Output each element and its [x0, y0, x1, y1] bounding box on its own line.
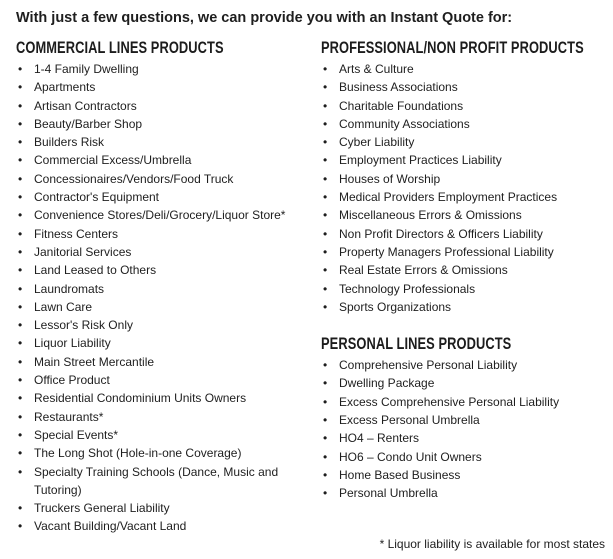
- list-item: • Houses of Worship: [321, 170, 606, 188]
- professional-section: [321, 38, 606, 316]
- list-item: • Home Based Business: [321, 466, 606, 484]
- list-item: • Fitness Centers: [16, 225, 306, 243]
- list-item: • Specialty Training Schools (Dance, Music and Tutoring): [16, 463, 306, 500]
- intro-text: With just a few questions, we can provide you with an Instant Quote for:: [16, 10, 513, 26]
- list-item: • Special Events*: [16, 426, 306, 444]
- list-item: • Truckers General Liability: [16, 499, 306, 517]
- list-item: • Excess Comprehensive Personal Liability: [321, 393, 606, 411]
- list-item: • The Long Shot (Hole-in-one Coverage): [16, 444, 306, 462]
- list-item: • Lawn Care: [16, 298, 306, 316]
- section-gap: [321, 316, 606, 334]
- list-item: • Land Leased to Others: [16, 261, 306, 279]
- right-column: [321, 38, 606, 503]
- list-item: • Commercial Excess/Umbrella: [16, 151, 306, 169]
- list-item: • Vacant Building/Vacant Land: [16, 517, 306, 535]
- list-item: • Medical Providers Employment Practices: [321, 188, 606, 206]
- list-item: • Miscellaneous Errors & Omissions: [321, 206, 606, 224]
- list-item: • Sports Organizations: [321, 298, 606, 316]
- list-item: • Business Associations: [321, 78, 606, 96]
- personal-lines-heading: PERSONAL LINES PRODUCTS: [321, 335, 512, 354]
- list-item: • Liquor Liability: [16, 334, 306, 352]
- list-item: • Restaurants*: [16, 408, 306, 426]
- list-item: • Real Estate Errors & Omissions: [321, 261, 606, 279]
- list-item: • Residential Condominium Units Owners: [16, 389, 306, 407]
- list-item: • Community Associations: [321, 115, 606, 133]
- personal-lines-section: [321, 334, 606, 502]
- list-item: • Technology Professionals: [321, 280, 606, 298]
- list-item: • HO4 – Renters: [321, 429, 606, 447]
- list-item: • Janitorial Services: [16, 243, 306, 261]
- list-item: • Apartments: [16, 78, 306, 96]
- list-item: • Property Managers Professional Liability: [321, 243, 606, 261]
- professional-heading: PROFESSIONAL/NON PROFIT PRODUCTS: [321, 39, 584, 57]
- list-item: • Main Street Mercantile: [16, 353, 306, 371]
- list-item: • Charitable Foundations: [321, 97, 606, 115]
- list-item: • Non Profit Directors & Officers Liability: [321, 225, 606, 243]
- footnote: * Liquor liability is available for most states: [379, 537, 605, 551]
- list-item: • Excess Personal Umbrella: [321, 411, 606, 429]
- list-item: • HO6 – Condo Unit Owners: [321, 448, 606, 466]
- list-item: • Employment Practices Liability: [321, 151, 606, 169]
- list-item: • Personal Umbrella: [321, 484, 606, 502]
- list-item: • Beauty/Barber Shop: [16, 115, 306, 133]
- list-item: • Office Product: [16, 371, 306, 389]
- list-item: • Dwelling Package: [321, 374, 606, 392]
- list-item: • Builders Risk: [16, 133, 306, 151]
- list-item: • Concessionaires/Vendors/Food Truck: [16, 170, 306, 188]
- list-item: • Convenience Stores/Deli/Grocery/Liquor Store*: [16, 206, 306, 224]
- list-item: • Arts & Culture: [321, 60, 606, 78]
- list-item: • 1-4 Family Dwelling: [16, 60, 306, 78]
- list-item: • Laundromats: [16, 280, 306, 298]
- commercial-lines-section: [16, 38, 306, 536]
- list-item: • Lessor's Risk Only: [16, 316, 306, 334]
- professional-list: [321, 60, 606, 316]
- commercial-lines-heading: COMMERCIAL LINES PRODUCTS: [16, 39, 224, 57]
- list-item: • Cyber Liability: [321, 133, 606, 151]
- list-item: • Contractor's Equipment: [16, 188, 306, 206]
- list-item: • Comprehensive Personal Liability: [321, 356, 606, 374]
- commercial-lines-list: [16, 60, 306, 536]
- list-item: • Artisan Contractors: [16, 97, 306, 115]
- personal-lines-list: [321, 356, 606, 502]
